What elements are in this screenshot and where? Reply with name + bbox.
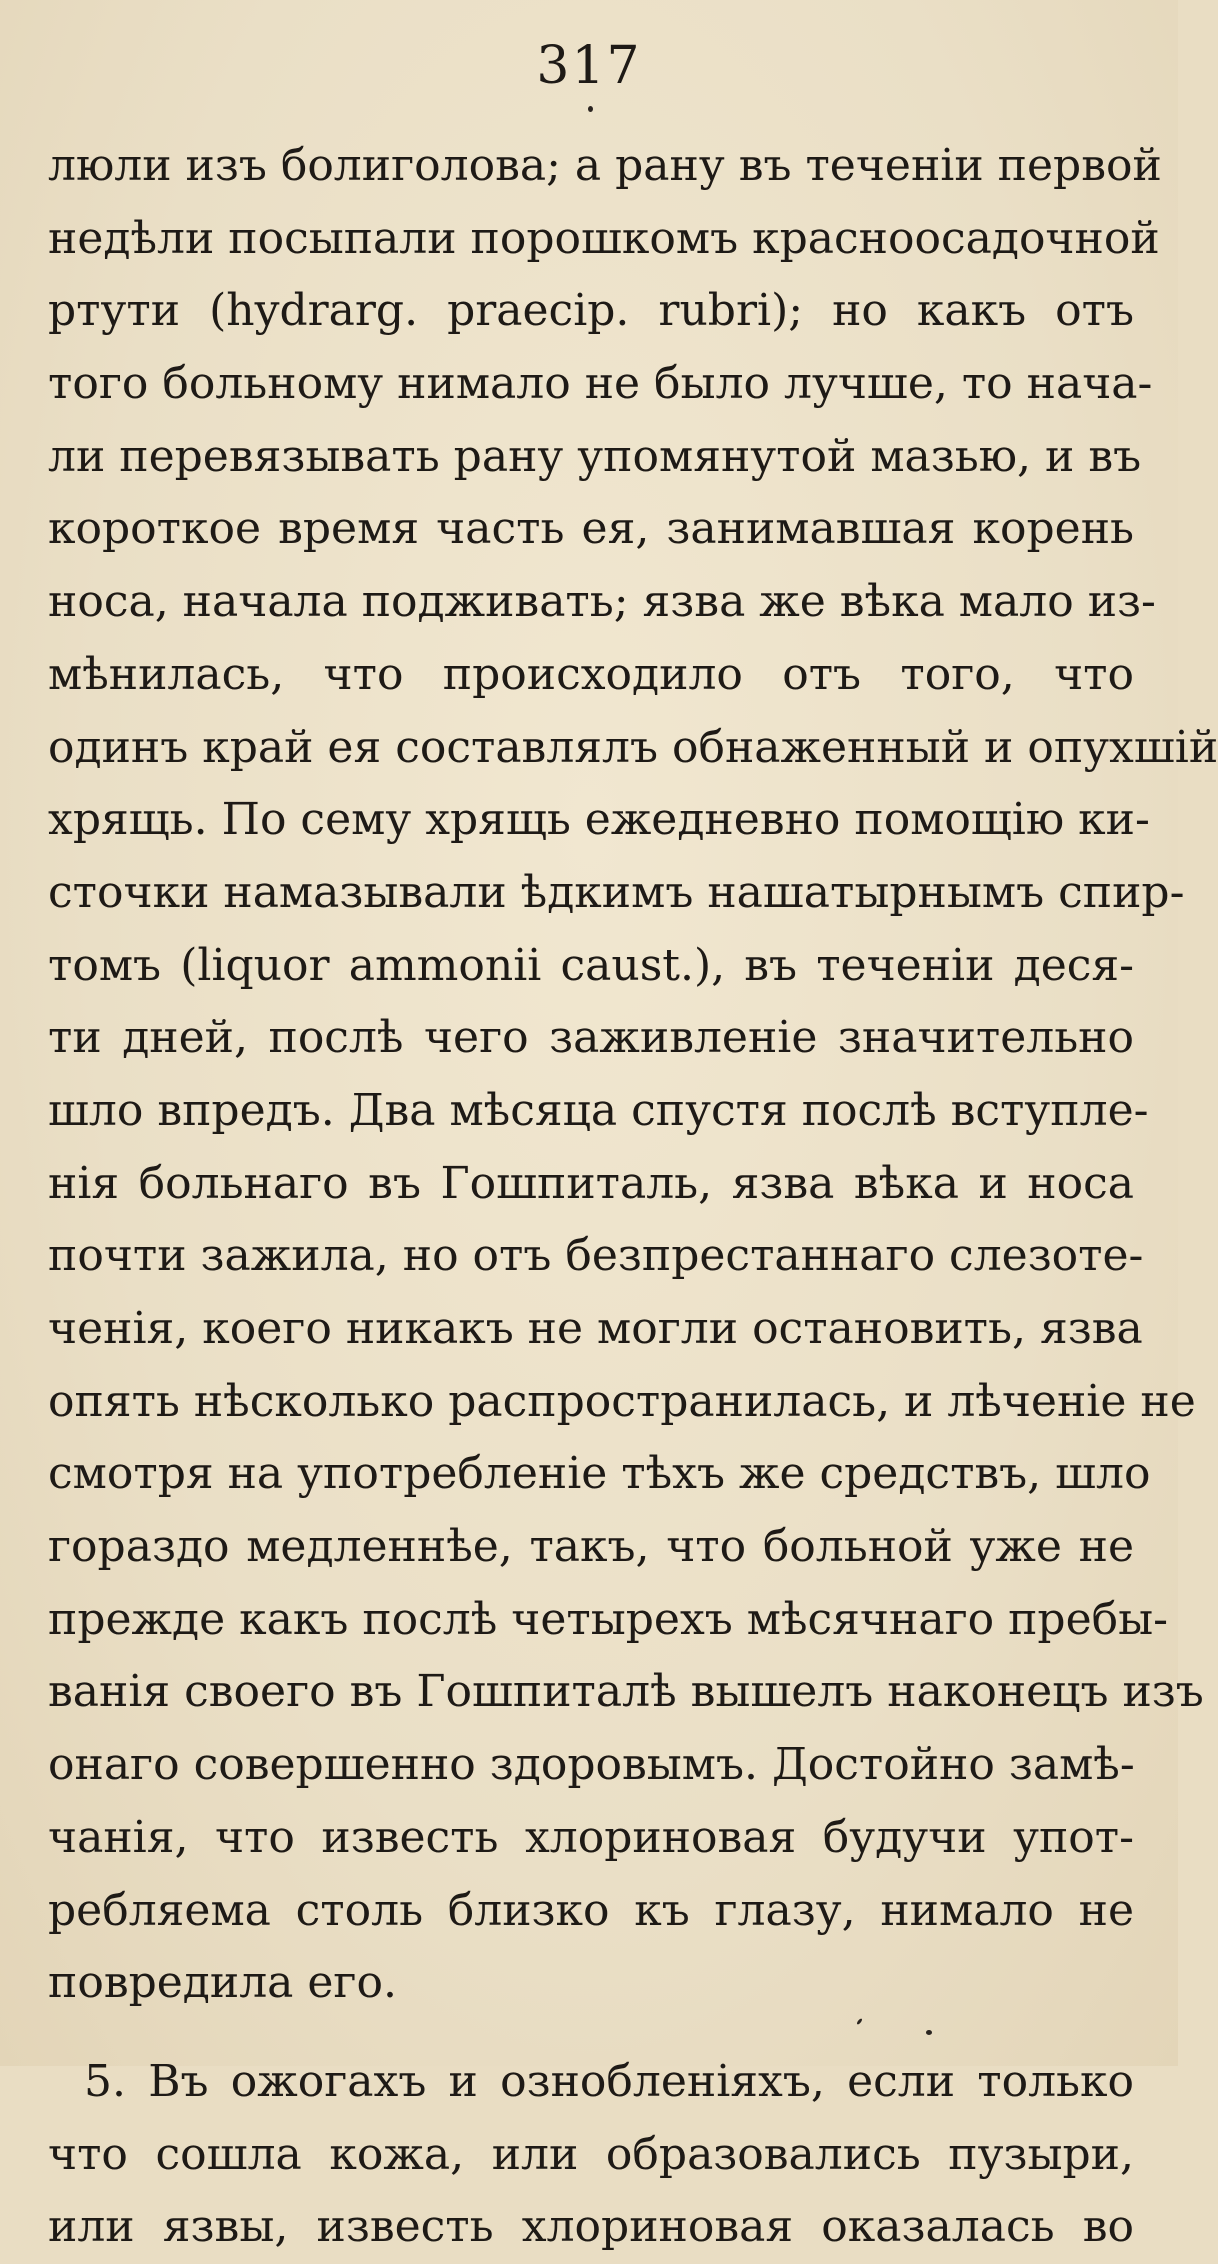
text-line: опять нѣсколько распространилась, и лѣченіе не (48, 1375, 1196, 1427)
text-line: повредила его. (48, 1957, 397, 2009)
text-line: гораздо медленнѣе, такъ, что больной уже не (48, 1521, 1134, 1573)
body-text (48, 130, 1218, 2264)
text-line: ли перевязывать рану упомянутой мазью, и въ (48, 430, 1142, 482)
text-line: хрящь. По сему хрящь ежедневно помощію ки- (48, 794, 1150, 846)
text-line: что сошла кожа, или образовались пузыри, (48, 2128, 1134, 2180)
text-line: ченія, коего никакъ не могли остановить, язва (48, 1303, 1143, 1354)
text-line: почти зажила, но отъ безпрестаннаго слезоте- (48, 1230, 1144, 1282)
ink-speck (588, 106, 593, 112)
text-line: носа, начала подживать; язва же вѣка мало из- (48, 576, 1156, 628)
text-line: мѣнилась, что происходило отъ того, что (48, 648, 1134, 700)
page-number: 317 (536, 36, 642, 96)
text-line: смотря на употребленіе тѣхъ же средствъ, шло (48, 1448, 1151, 1500)
text-line: одинъ край ея составлялъ обнаженный и опухшій (48, 721, 1218, 773)
text-line: шло впредъ. Два мѣсяца спустя послѣ вступле- (48, 1084, 1149, 1136)
paragraph-gap (48, 2020, 1134, 2046)
text-line: прежде какъ послѣ четырехъ мѣсячнаго пребы- (48, 1593, 1169, 1645)
text-line: чанія, что известь хлориновая будучи упот- (48, 1811, 1134, 1863)
text-line: или язвы, известь хлориновая оказалась во (48, 2201, 1134, 2253)
text-line: ртути (hydrarg. praecip. rubri); но какъ отъ (48, 285, 1134, 337)
text-line: нія больнаго въ Гошпиталь, язва вѣка и носа (48, 1157, 1134, 1209)
text-line: ти дней, послѣ чего заживленіе значительно (48, 1012, 1134, 1064)
text-line: недѣли посыпали порошкомъ красноосадочной (48, 212, 1160, 264)
text-line: люли изъ болиголова; а рану въ теченіи первой (48, 140, 1162, 191)
text-line: того больному нимало не было лучше, то нача- (48, 358, 1153, 410)
text-line: 5. Въ ожогахъ и озноблeніяхъ, если только (84, 2055, 1134, 2107)
text-line: ванія своего въ Гошпиталѣ вышелъ наконецъ изъ (48, 1666, 1204, 1718)
text-line: ребляема столь близко къ глазу, нимало не (48, 1884, 1134, 1936)
text-line: томъ (liquor ammonii caust.), въ теченіи деся- (48, 939, 1134, 991)
text-line: онаго совершенно здоровымъ. Достойно замѣ- (48, 1739, 1135, 1791)
text-line: короткое время часть ея, занимавшая корень (48, 503, 1134, 555)
text-line: сточки намазывали ѣдкимъ нашатырнымъ спир- (48, 866, 1185, 918)
